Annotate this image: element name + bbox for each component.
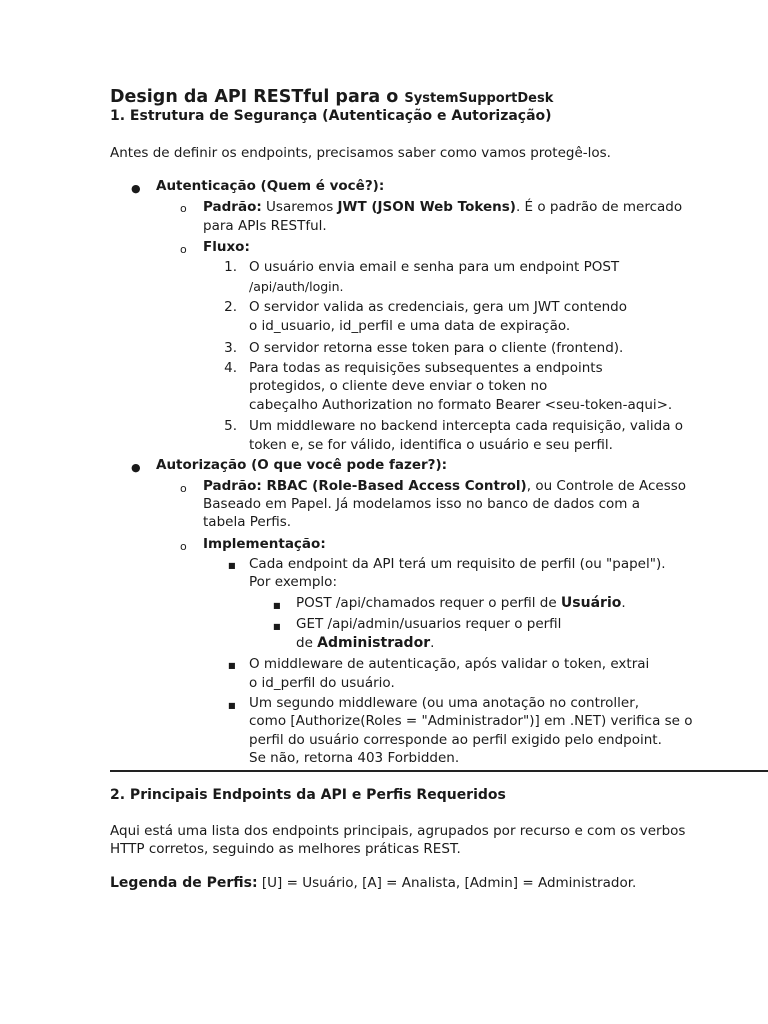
impl3-line4: Se não, retorna 403 Forbidden. bbox=[249, 750, 460, 766]
example2-pre: de bbox=[296, 635, 318, 651]
impl1-line2: Por exemplo: bbox=[249, 574, 337, 590]
authz-heading: Autorização (O que você pode fazer?): bbox=[156, 457, 448, 473]
profile-legend bbox=[110, 874, 636, 893]
example2-role: Administrador bbox=[317, 635, 431, 651]
impl3-line3: perfil do usuário corresponde ao perfil exigido pelo endpoint. bbox=[249, 732, 662, 748]
step-2-line1: O servidor valida as credenciais, gera um JWT contendo bbox=[249, 299, 628, 315]
bullet-marker: ● bbox=[131, 461, 141, 474]
impl3-line2: como [Authorize(Roles = "Administrador")] em .NET) verifica se o bbox=[249, 713, 693, 729]
example1-line bbox=[296, 594, 626, 613]
section2-intro-line1: Aqui está uma lista dos endpoints principais, agrupados por recurso e com os verbos bbox=[110, 823, 686, 839]
step-4-line2: protegidos, o cliente deve enviar o token no bbox=[249, 378, 548, 394]
auth-heading: Autenticação (Quem é você?): bbox=[156, 178, 385, 194]
step-number: 3. bbox=[224, 340, 237, 356]
example2-post: . bbox=[430, 635, 435, 651]
authz-standard-post: , ou Controle de Acesso bbox=[526, 478, 687, 494]
auth-flow-label: Fluxo: bbox=[203, 239, 250, 255]
section1-intro: Antes de definir os endpoints, precisamos saber como vamos protegê-los. bbox=[110, 145, 611, 161]
auth-standard-label: Padrão: bbox=[203, 199, 262, 215]
auth-standard-pre: Usaremos bbox=[261, 199, 338, 215]
impl1-line1: Cada endpoint da API terá um requisito de perfil (ou "papel"). bbox=[249, 556, 666, 572]
impl2-line1: O middleware de autenticação, após validar o token, extrai bbox=[249, 656, 650, 672]
step-5-line1: Um middleware no backend intercepta cada requisição, valida o bbox=[249, 418, 684, 434]
step-1-line2: /api/auth/login. bbox=[249, 279, 344, 294]
authz-standard-line3: tabela Perfis. bbox=[203, 514, 292, 530]
auth-standard-post: . É o padrão de mercado bbox=[515, 199, 683, 215]
section2-intro-line2: HTTP corretos, seguindo as melhores práticas REST. bbox=[110, 841, 461, 857]
title-main: Design da API RESTful para o bbox=[110, 87, 405, 107]
authz-standard-label: Padrão: RBAC (Role-Based Access Control) bbox=[203, 478, 527, 494]
step-number: 1. bbox=[224, 259, 237, 275]
step-4-line1: Para todas as requisições subsequentes a endpoints bbox=[249, 360, 603, 376]
square-marker: ■ bbox=[228, 701, 236, 710]
square-marker: ■ bbox=[273, 622, 281, 631]
example2-line1: GET /api/admin/usuarios requer o perfil bbox=[296, 616, 562, 632]
step-number: 2. bbox=[224, 299, 237, 315]
circle-marker: o bbox=[180, 540, 187, 553]
impl3-line1: Um segundo middleware (ou uma anotação no controller, bbox=[249, 695, 640, 711]
auth-standard-line2: para APIs RESTful. bbox=[203, 218, 327, 234]
legend-label: Legenda de Perfis: bbox=[110, 875, 258, 891]
example1-role: Usuário bbox=[560, 595, 622, 611]
step-2-line2: o id_usuario, id_perfil e uma data de expiração. bbox=[249, 318, 571, 334]
auth-standard-jwt: JWT (JSON Web Tokens) bbox=[337, 199, 516, 215]
circle-marker: o bbox=[180, 482, 187, 495]
step-5-line2: token e, se for válido, identifica o usuário e seu perfil. bbox=[249, 437, 613, 453]
section1-heading: 1. Estrutura de Segurança (Autenticação e Autorização) bbox=[110, 108, 552, 124]
example1-post: . bbox=[621, 595, 626, 611]
step-number: 5. bbox=[224, 418, 237, 434]
circle-marker: o bbox=[180, 202, 187, 215]
step-number: 4. bbox=[224, 360, 237, 376]
impl2-line2: o id_perfil do usuário. bbox=[249, 675, 395, 691]
authz-impl-label: Implementação: bbox=[203, 536, 326, 552]
step-4-line3: cabeçalho Authorization no formato Bearer <seu-token-aqui>. bbox=[249, 397, 673, 413]
title-system-name: SystemSupportDesk bbox=[404, 91, 554, 106]
section2-heading: 2. Principais Endpoints da API e Perfis Requeridos bbox=[110, 787, 506, 803]
bullet-marker: ● bbox=[131, 182, 141, 195]
authz-standard-line2: Baseado em Papel. Já modelamos isso no banco de dados com a bbox=[203, 496, 641, 512]
square-marker: ■ bbox=[228, 661, 236, 670]
example2-line2 bbox=[296, 634, 434, 653]
step-1-line1: O usuário envia email e senha para um endpoint POST bbox=[249, 259, 620, 275]
auth-standard-line1 bbox=[203, 198, 682, 217]
circle-marker: o bbox=[180, 243, 187, 256]
legend-text: [U] = Usuário, [A] = Analista, [Admin] = Administrador. bbox=[257, 875, 637, 891]
example1-pre: POST /api/chamados requer o perfil de bbox=[296, 595, 561, 611]
step-3-line1: O servidor retorna esse token para o cliente (frontend). bbox=[249, 340, 624, 356]
section-divider bbox=[110, 770, 768, 772]
square-marker: ■ bbox=[228, 561, 236, 570]
square-marker: ■ bbox=[273, 601, 281, 610]
authz-standard-line1 bbox=[203, 477, 686, 496]
